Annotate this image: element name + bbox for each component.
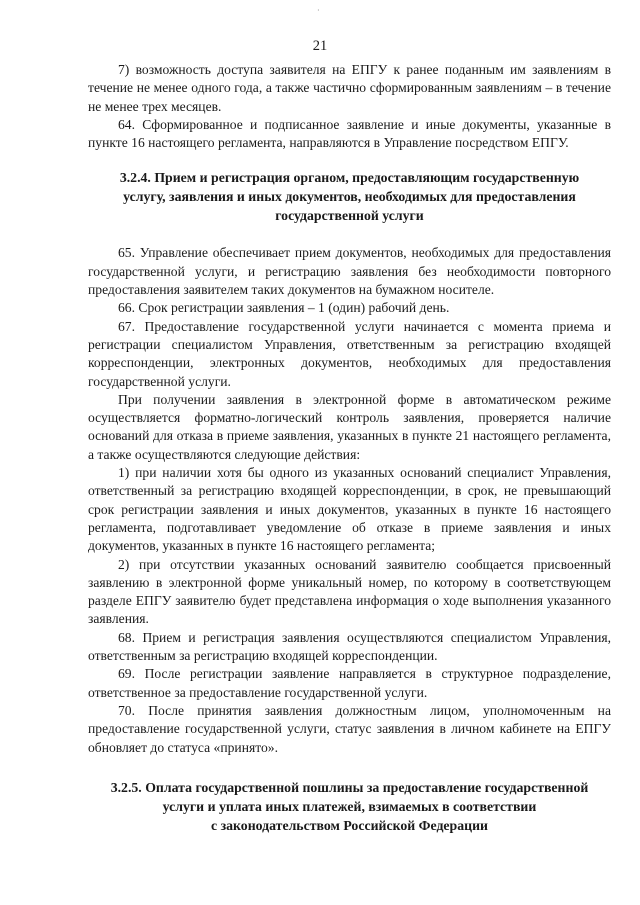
heading-line: 3.2.5. Оплата государственной пошлины за предоставление государственной (110, 779, 589, 795)
heading-line: с законодательством Российской Федерации (211, 817, 488, 833)
paragraph-68: 68. Прием и регистрация заявления осуществляются специалистом Управления, ответственным за регистрацию входящей корреспонденции. (88, 629, 611, 664)
paragraph-70: 70. После принятия заявления должностным лицом, уполномоченным на предоставление государственной услуги, статус заявления в личном кабинете на ЕПГУ обновляет до статуса «принято». (88, 702, 611, 755)
heading-line: услуги и уплата иных платежей, взимаемых в соответствии (162, 798, 537, 814)
paragraph-electronic-form: При получении заявления в электронной форме в автоматическом режиме осуществляется форматно-логический контроль заявления, проверяется наличие оснований для отказа в приеме заявления, указанных в пункте 21 настоящего регламента, а также осуществляются следующие действия: (88, 391, 611, 462)
paragraph-64: 64. Сформированное и подписанное заявление и иные документы, указанные в пункте 16 настоящего регламента, направляются в Управление посредством ЕПГУ. (88, 116, 611, 151)
paragraph-65: 65. Управление обеспечивает прием документов, необходимых для предоставления государственной услуги, и регистрацию заявления без необходимости повторного предоставления заявителем таких документов на бумажном носителе. (88, 245, 611, 298)
page-content (88, 61, 611, 835)
paragraph-item-1: 1) при наличии хотя бы одного из указанных оснований специалист Управления, ответственный за регистрацию входящей корреспонденции, в срок, не превышающий срок регистрации заявления и иных документов, указанных в пункте 16 настоящего регламента, подготавливает уведомление об отказе в приеме заявления и иных документов, указанных в пункте 16 настоящего регламента; (88, 465, 611, 554)
paragraph-66: 66. Срок регистрации заявления – 1 (один) рабочий день. (118, 300, 450, 316)
paragraph-67: 67. Предоставление государственной услуги начинается с момента приема и регистрации специалистом Управления, ответственным за регистрацию входящей корреспонденции, электронных документов, необходимых для предоставления государственной услуги. (88, 318, 611, 389)
paragraph-item-7: 7) возможность доступа заявителя на ЕПГУ к ранее поданным им заявлениям в течение не менее одного года, а также частично сформированным заявлениям – в течение не менее трех месяцев. (88, 62, 611, 114)
page-number: 21 (312, 38, 328, 54)
heading-line: государственной услуги (275, 208, 424, 224)
section-heading-3-2-5 (88, 778, 611, 835)
paragraph-69: 69. После регистрации заявление направляется в структурное подразделение, ответственное за предоставление государственной услуги. (88, 666, 611, 700)
scan-mark: · (317, 6, 320, 15)
heading-line: услугу, заявления и иных документов, необходимых для предоставления (123, 189, 576, 205)
section-heading-3-2-4 (88, 168, 611, 225)
heading-line: 3.2.4. Прием и регистрация органом, предоставляющим государственную (119, 170, 580, 186)
paragraph-item-2: 2) при отсутствии указанных оснований заявителю сообщается присвоенный заявлению в электронной форме уникальный номер, по которому в соответствующем разделе ЕПГУ заявителю будет представлена информация о ходе выполнения указанного заявления. (88, 556, 611, 627)
